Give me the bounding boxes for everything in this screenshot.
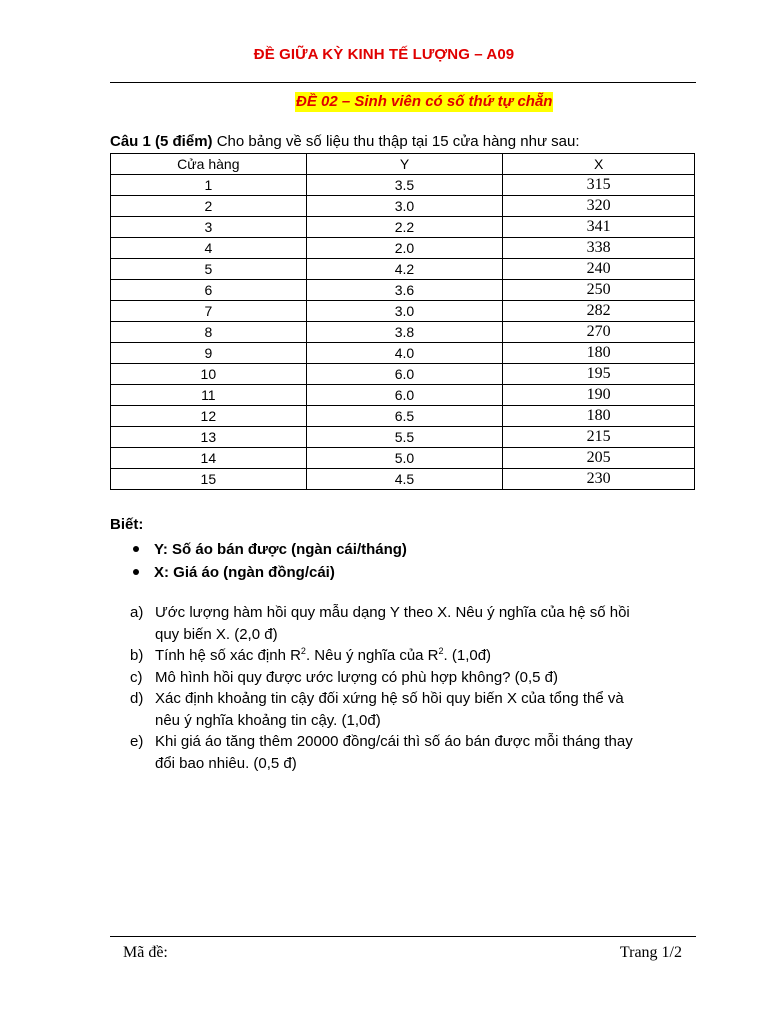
cell-x: 270	[503, 322, 695, 343]
cell-store: 1	[111, 175, 307, 196]
superscript: 2	[300, 646, 306, 656]
question-text-line: nêu ý nghĩa khoảng tin cậy. (1,0đ)	[155, 711, 381, 729]
table-row	[111, 343, 695, 364]
header-y: Y	[306, 154, 503, 175]
question-b	[110, 645, 696, 667]
question-text-part: Tính hệ số xác định R	[155, 647, 301, 664]
cell-store: 2	[111, 196, 307, 217]
cell-y: 4.5	[306, 469, 503, 490]
cell-x: 240	[503, 259, 695, 280]
cell-store: 15	[111, 469, 307, 490]
question-text-line: đổi bao nhiêu. (0,5 đ)	[155, 754, 297, 772]
header-x: X	[503, 154, 695, 175]
question-e	[110, 731, 696, 774]
question-marker: e)	[130, 733, 144, 750]
cell-y: 3.0	[306, 301, 503, 322]
page-number: Trang 1/2	[619, 944, 682, 961]
cell-store: 9	[111, 343, 307, 364]
table-row	[111, 448, 695, 469]
cell-x: 341	[503, 217, 695, 238]
cell-y: 5.0	[306, 448, 503, 469]
cell-x: 338	[503, 238, 695, 259]
question-text-part: . (1,0đ)	[443, 647, 492, 664]
sub-questions	[110, 602, 696, 774]
table-row	[111, 469, 695, 490]
data-table	[110, 153, 695, 490]
footer-divider	[110, 936, 696, 937]
cell-store: 6	[111, 280, 307, 301]
cell-y: 2.0	[306, 238, 503, 259]
table-row	[111, 301, 695, 322]
table-row	[111, 427, 695, 448]
title-divider	[110, 82, 696, 83]
question-1-text: Cho bảng về số liệu thu thập tại 15 cửa hàng như sau:	[212, 133, 580, 150]
table-row	[111, 385, 695, 406]
header-store: Cửa hàng	[111, 154, 307, 175]
question-text-line: Khi giá áo tăng thêm 20000 đồng/cái thì số áo bán được mỗi tháng thay	[155, 733, 633, 750]
cell-x: 205	[503, 448, 695, 469]
table-row	[111, 217, 695, 238]
cell-y: 6.0	[306, 385, 503, 406]
question-marker: c)	[130, 668, 143, 686]
cell-y: 5.5	[306, 427, 503, 448]
cell-x: 195	[503, 364, 695, 385]
cell-x: 250	[503, 280, 695, 301]
cell-x: 190	[503, 385, 695, 406]
cell-y: 3.8	[306, 322, 503, 343]
variable-x-definition: X: Giá áo (ngàn đồng/cái)	[154, 564, 335, 581]
question-text-part: . Nêu ý nghĩa của R	[305, 647, 439, 664]
cell-x: 282	[503, 301, 695, 322]
question-a	[110, 602, 696, 645]
cell-y: 2.2	[306, 217, 503, 238]
exam-title: ĐỀ GIỮA KỲ KINH TẾ LƯỢNG – A09	[253, 46, 515, 63]
question-1-intro	[110, 133, 580, 150]
bullet-icon	[133, 546, 139, 552]
cell-x: 320	[503, 196, 695, 217]
cell-store: 4	[111, 238, 307, 259]
cell-store: 5	[111, 259, 307, 280]
table-header-row	[111, 154, 695, 175]
question-text-line: Mô hình hồi quy được ước lượng có phù hợp không? (0,5 đ)	[155, 668, 559, 686]
cell-y: 4.2	[306, 259, 503, 280]
table-row	[111, 280, 695, 301]
bullet-icon	[133, 569, 139, 575]
exam-code-label: Mã đề:	[123, 944, 168, 961]
table-row	[111, 175, 695, 196]
table-row	[111, 364, 695, 385]
question-marker: d)	[130, 690, 144, 707]
cell-x: 315	[503, 175, 695, 196]
question-marker: a)	[130, 604, 144, 621]
cell-x: 230	[503, 469, 695, 490]
question-marker: b)	[130, 647, 144, 664]
superscript: 2	[438, 646, 444, 656]
cell-store: 7	[111, 301, 307, 322]
question-text-line: Ước lượng hàm hồi quy mẫu dạng Y theo X. Nêu ý nghĩa của hệ số hồi	[155, 604, 630, 621]
question-text-line: quy biến X. (2,0 đ)	[155, 625, 278, 643]
cell-store: 10	[111, 364, 307, 385]
table-row	[111, 406, 695, 427]
list-item	[110, 561, 407, 584]
cell-store: 11	[111, 385, 307, 406]
table-row	[111, 322, 695, 343]
variable-definitions	[110, 538, 407, 584]
cell-store: 14	[111, 448, 307, 469]
given-label: Biết:	[110, 516, 144, 533]
question-text-line: Xác định khoảng tin cậy đối xứng hệ số hồi quy biến X của tổng thể và	[155, 690, 624, 707]
cell-y: 3.6	[306, 280, 503, 301]
cell-y: 4.0	[306, 343, 503, 364]
table-row	[111, 238, 695, 259]
cell-x: 215	[503, 427, 695, 448]
cell-y: 3.5	[306, 175, 503, 196]
cell-x: 180	[503, 406, 695, 427]
table-row	[111, 196, 695, 217]
table-row	[111, 259, 695, 280]
cell-store: 13	[111, 427, 307, 448]
cell-y: 6.5	[306, 406, 503, 427]
cell-y: 3.0	[306, 196, 503, 217]
list-item	[110, 538, 407, 561]
exam-variant-heading: ĐỀ 02 – Sinh viên có số thứ tự chẵn	[296, 93, 553, 110]
cell-y: 6.0	[306, 364, 503, 385]
cell-store: 8	[111, 322, 307, 343]
question-1-label: Câu 1 (5 điểm)	[110, 133, 213, 150]
cell-x: 180	[503, 343, 695, 364]
question-d	[110, 688, 696, 731]
variable-y-definition: Y: Số áo bán được (ngàn cái/tháng)	[154, 541, 407, 558]
cell-store: 3	[111, 217, 307, 238]
question-c	[110, 667, 696, 689]
cell-store: 12	[111, 406, 307, 427]
